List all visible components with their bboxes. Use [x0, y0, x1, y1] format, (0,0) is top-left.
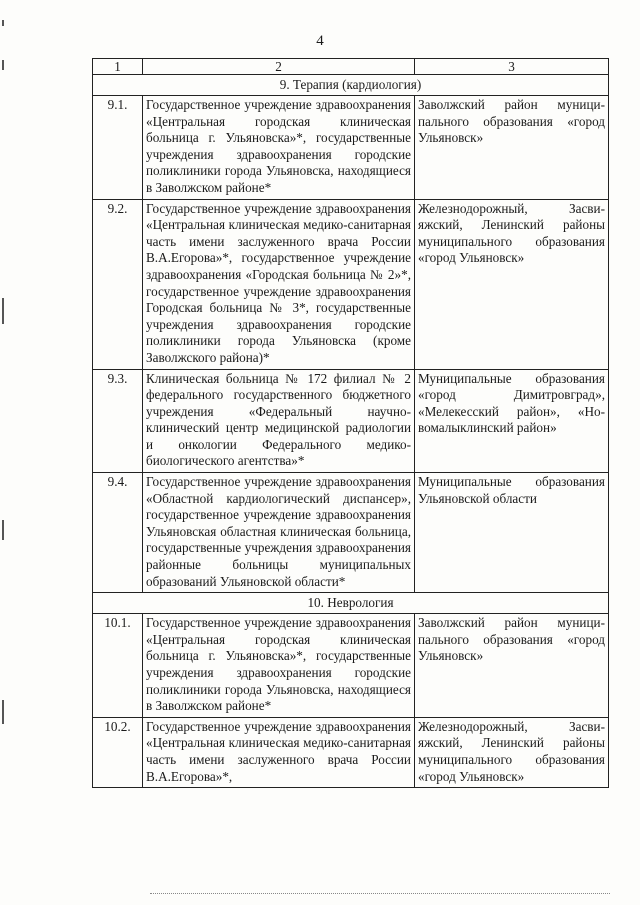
table-header-row: [93, 59, 609, 75]
section-title: 10. Неврология: [93, 593, 609, 614]
table-row: [93, 96, 609, 200]
row-number: 9.3.: [93, 369, 143, 473]
area-cell: Муниципальные образования «город Димитровград», «Мелекесский район», «Новомалыклинский район»: [415, 369, 609, 473]
area-cell: Железнодорожный, Засвияжский, Ленинский районы муниципального образования «город Ульяновск»: [415, 199, 609, 369]
area-cell: Заволжский район муниципального образования «город Ульяновск»: [415, 614, 609, 718]
column-number-2: 2: [143, 59, 415, 75]
institution-cell: Государственное учреждение здравоохранения «Центральная городская клиническая больница г. Ульяновска»*, государственные учреждения здравоохранения городские поликлиники города Ульяновска, находящиеся в Заволжском районе*: [143, 614, 415, 718]
area-cell: Железнодорожный, Засвияжский, Ленинский районы муниципального образования «город Ульяновск»: [415, 717, 609, 787]
document-table: [92, 58, 609, 788]
row-number: 9.2.: [93, 199, 143, 369]
section-title: 9. Терапия (кардиология): [93, 75, 609, 96]
table-row: [93, 717, 609, 787]
page-number: 4: [316, 33, 324, 49]
row-number: 9.1.: [93, 96, 143, 200]
table-row: [93, 199, 609, 369]
section-heading-row: [93, 593, 609, 614]
table-row: [93, 614, 609, 718]
binding-mark: [2, 60, 4, 70]
binding-mark: [2, 700, 4, 724]
binding-mark: [2, 520, 4, 540]
page-bottom-edge: [150, 893, 610, 895]
section-heading-row: [93, 75, 609, 96]
table-row: [93, 473, 609, 593]
column-number-1: 1: [93, 59, 143, 75]
institution-cell: Государственное учреждение здравоохранения «Центральная городская клиническая больница г. Ульяновска»*, государственные учреждения здравоохранения городские поликлиники города Ульяновска, находящиеся в Заволжском районе*: [143, 96, 415, 200]
institution-cell: Клиническая больница № 172 филиал № 2 федерального государственного бюджетного учреждения «Федеральный научно-клинический центр медицинской радиологии и онкологии Федерального медико-биологического агентства»*: [143, 369, 415, 473]
row-number: 10.1.: [93, 614, 143, 718]
row-number: 10.2.: [93, 717, 143, 787]
binding-mark: [2, 298, 4, 324]
institution-cell: Государственное учреждение здравоохранения «Центральная клиническая медико-санитарная часть имени заслуженного врача России В.А.Егорова»*, государственное учреждение здравоохранения «Городская больница № 2»*, государственное учреждение здравоохранения Городская больница № 3*, государственные учреждения здравоохранения городские поликлиники города Ульяновска (кроме Заволжского района)*: [143, 199, 415, 369]
binding-mark: [2, 20, 4, 26]
institution-cell: Государственное учреждение здравоохранения «Центральная клиническая медико-санитарная часть имени заслуженного врача России В.А.Егорова»*,: [143, 717, 415, 787]
column-number-3: 3: [415, 59, 609, 75]
institution-cell: Государственное учреждение здравоохранения «Областной кардиологический диспансер», государственное учреждение здравоохранения Ульяновская областная клиническая больница, государственные учреждения здравоохранения районные больницы муниципальных образований Ульяновской области*: [143, 473, 415, 593]
area-cell: Заволжский район муниципального образования «город Ульяновск»: [415, 96, 609, 200]
area-cell: Муниципальные образования Ульяновской области: [415, 473, 609, 593]
table-row: [93, 369, 609, 473]
row-number: 9.4.: [93, 473, 143, 593]
